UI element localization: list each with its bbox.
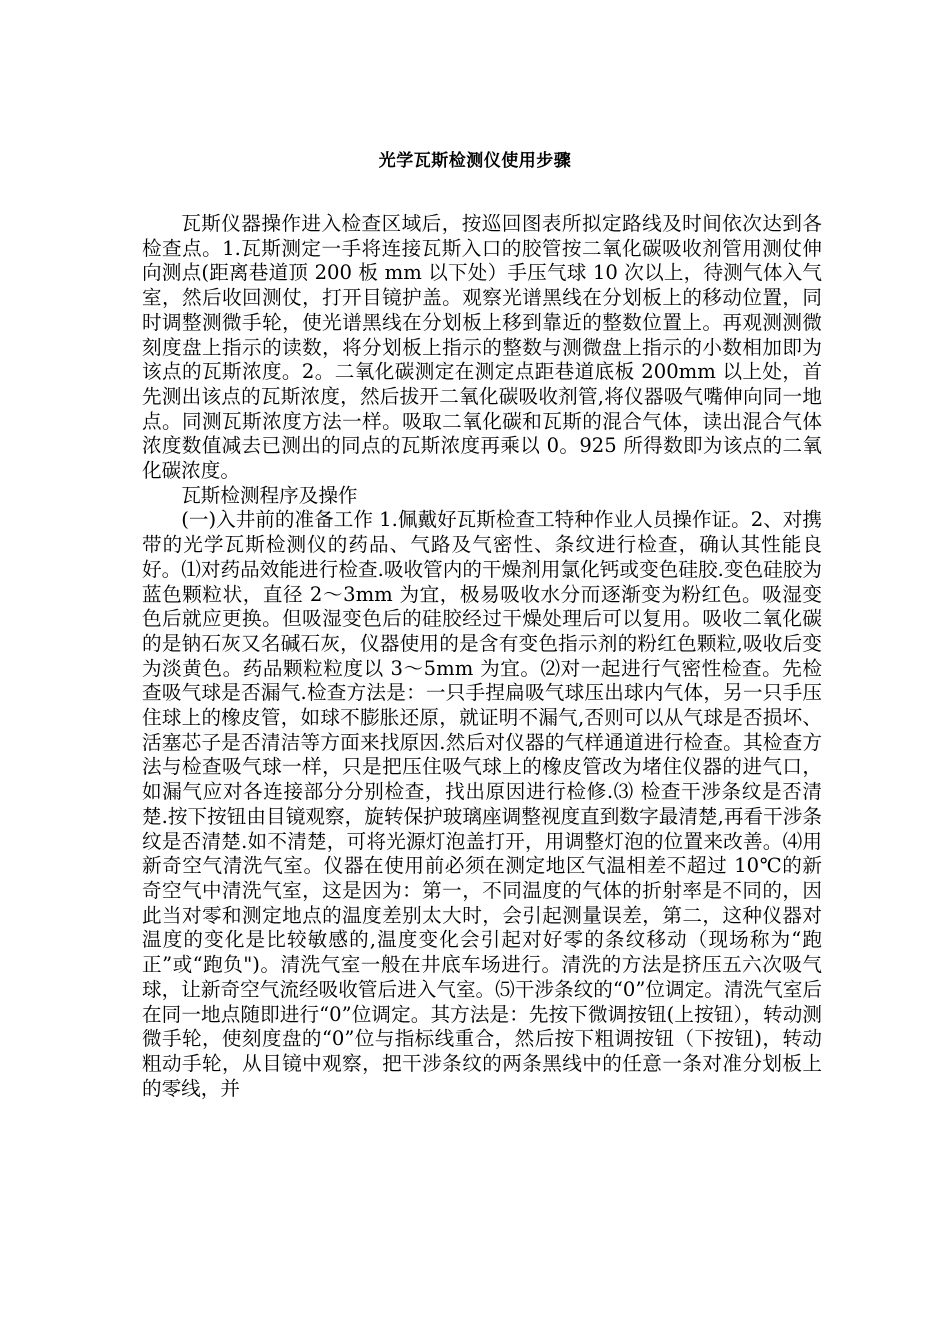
document-body: [142, 212, 822, 1101]
paragraph-section-heading: 瓦斯检测程序及操作: [181, 483, 358, 507]
document-title: 光学瓦斯检测仪使用步骤: [378, 151, 572, 171]
paragraph-gas-measurement: 瓦斯仪器操作进入检查区域后，按巡回图表所拟定路线及时间依次达到各检查点。1.瓦斯测定一手将连接瓦斯入口的胶管按二氧化碳吸收剂管用测仗伸向测点(距离巷道顶 200 板 mm 以下处）手压气球 10 次以上，待测气体入气室，然后收回测仗，打开目镜护盖。观察光谱黑线在分划板上的移动位置，同时调整测微手轮，使光谱黑线在分划板上移到靠近的整数位置上。再观测测微刻度盘上指示的读数，将分划板上指示的整数与测微盘上指示的小数相加即为该点的瓦斯浓度。2。二氧化碳测定在测定点距巷道底板 200mm 以上处，首先测出该点的瓦斯浓度，然后拔开二氧化碳吸收剂管,将仪器吸气嘴伸向同一地点。同测瓦斯浓度方法一样。吸取二氧化碳和瓦斯的混合气体，读出混合气体浓度数值减去已测出的同点的瓦斯浓度再乘以 0。925 所得数即为该点的二氧化碳浓度。: [142, 212, 822, 483]
paragraph-preparation: (一)入井前的准备工作 1.佩戴好瓦斯检查工特种作业人员操作证。2、对携带的光学瓦斯检测仪的药品、气路及气密性、条纹进行检查，确认其性能良好。⑴对药品效能进行检查.吸收管内的干燥剂用氯化钙或变色硅胶.变色硅胶为蓝色颗粒状，直径 2～3mm 为宜，极易吸收水分而逐渐变为粉红色。吸湿变色后就应更换。但吸湿变色后的硅胶经过干燥处理后可以复用。吸收二氧化碳的是钠石灰又名碱石灰，仪器使用的是含有变色指示剂的粉红色颗粒,吸收后变为淡黄色。药品颗粒粒度以 3～5mm 为宜。⑵对一起进行气密性检查。先检查吸气球是否漏气.检查方法是：一只手捏扁吸气球压出球内气体，另一只手压住球上的橡皮管，如球不膨胀还原，就证明不漏气,否则可以从气球是否损坏、活塞芯子是否清洁等方面来找原因.然后对仪器的气样通道进行检查。其检查方法与检查吸气球一样，只是把压住吸气球上的橡皮管改为堵住仪器的进气口，如漏气应对各连接部分分别检查，找出原因进行检修.⑶ 检查干涉条纹是否清楚.按下按钮由目镜观察，旋转保护玻璃座调整视度直到数字最清楚,再看干涉条纹是否清楚.如不清楚，可将光源灯泡盖打开，用调整灯泡的位置来改善。⑷用新奇空气清洗气室。仪器在使用前必须在测定地区气温相差不超过 10℃的新奇空气中清洗气室，这是因为：第一，不同温度的气体的折射率是不同的，因此当对零和测定地点的温度差别太大时，会引起测量误差，第二，这种仪器对温度的变化是比较敏感的,温度变化会引起对好零的条纹移动（现场称为“跑正”或“跑负")。清洗气室一般在井底车场进行。清洗的方法是挤压五六次吸气球，让新奇空气流经吸收管后进入气室。⑸干涉条纹的“0”位调定。清洗气室后在同一地点随即进行“0”位调定。其方法是：先按下微调按钮(上按钮），转动测微手轮，使刻度盘的“0”位与指标线重合，然后按下粗调按钮（下按钮)，转动粗动手轮，从目镜中观察，把干涉条纹的两条黑线中的任意一条对准分划板上的零线，并: [142, 508, 822, 1100]
